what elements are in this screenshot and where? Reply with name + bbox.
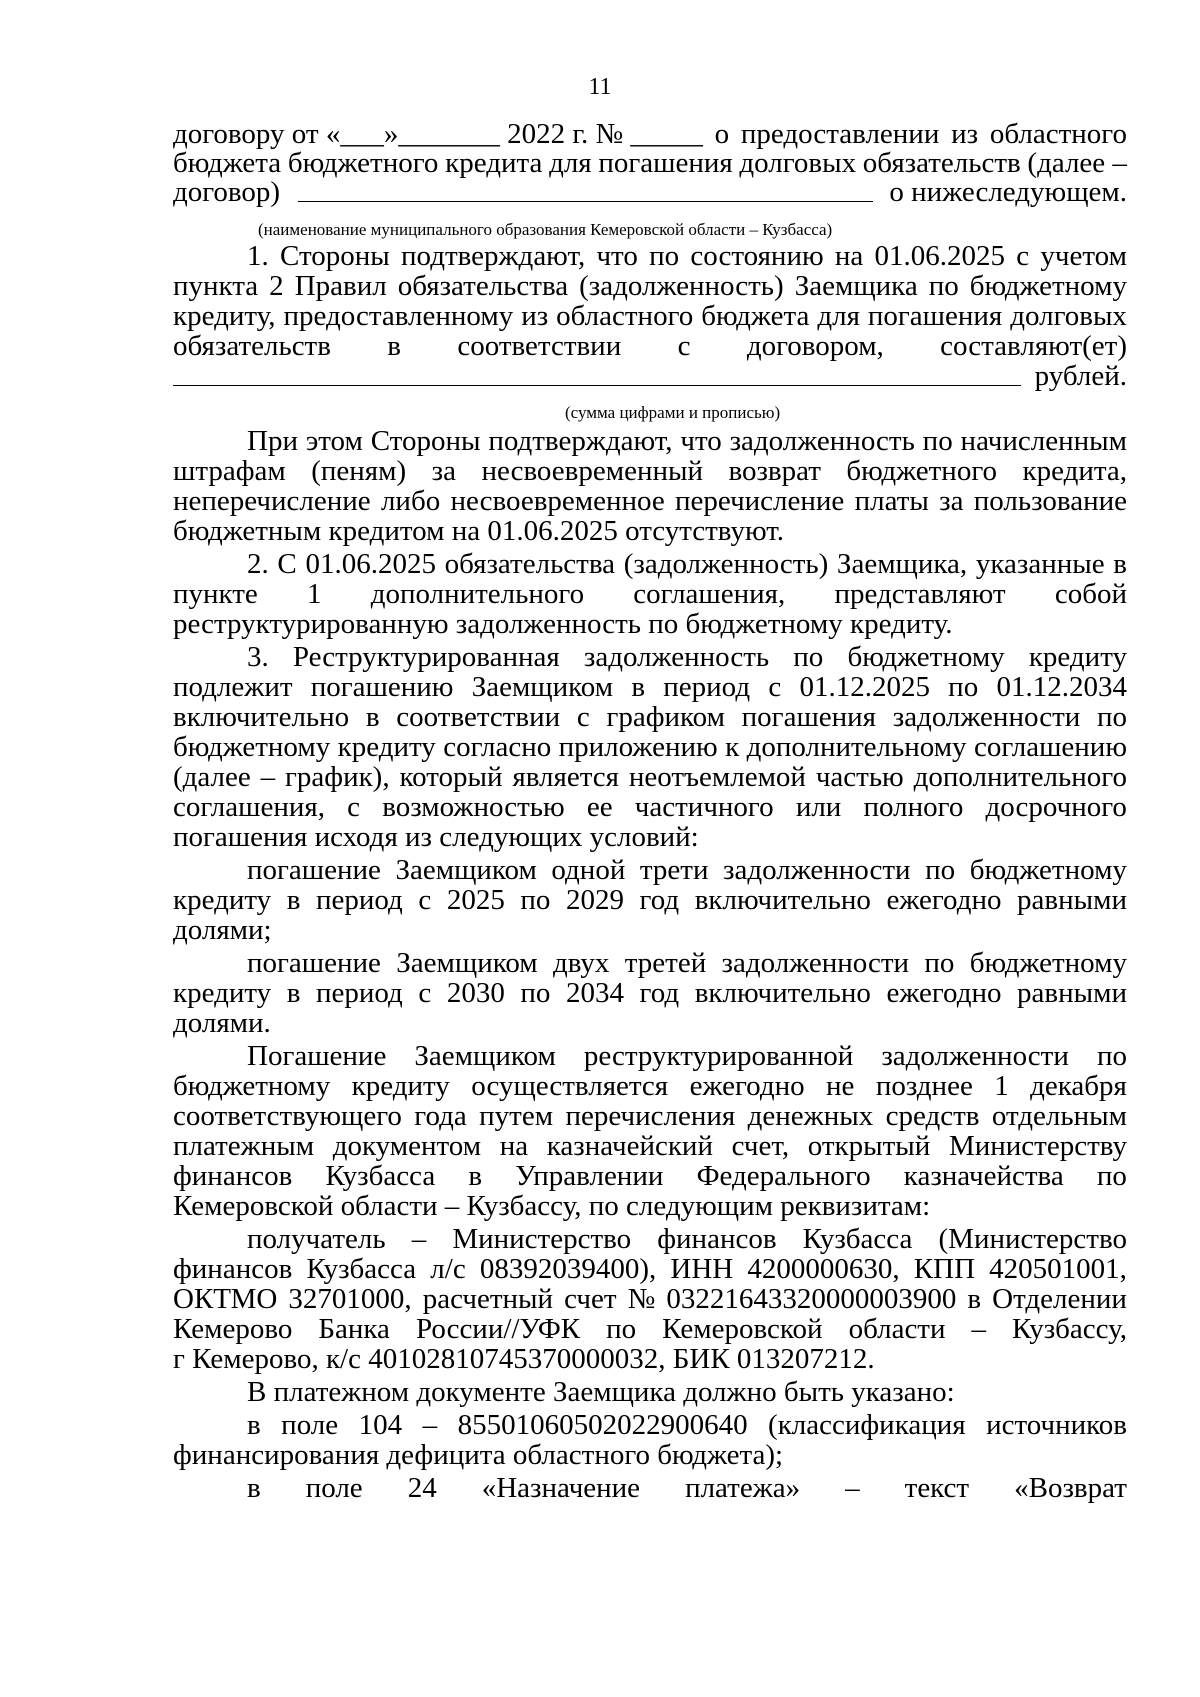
word: кредиту, xyxy=(173,300,276,332)
word: собой xyxy=(1054,578,1127,610)
word: осуществляется xyxy=(471,1070,669,1102)
word: для xyxy=(817,300,860,332)
word: Кузбасса xyxy=(325,1160,436,1192)
word: одной xyxy=(551,854,626,886)
paragraph-line: В платежном документе Заемщика должно быть указано: xyxy=(247,1376,955,1408)
word: соответствующего xyxy=(173,1100,402,1132)
word: 08392039400), xyxy=(479,1253,657,1285)
word: Заемщика xyxy=(794,270,918,302)
paragraph-line xyxy=(173,701,1127,733)
word: (классификация xyxy=(768,1409,966,1441)
word: 2029 xyxy=(565,884,624,916)
word: с xyxy=(418,884,432,916)
word: задолженность xyxy=(583,641,770,673)
word: 4200000630, xyxy=(747,1253,900,1285)
word: обязательств xyxy=(173,330,331,362)
word: подлежит xyxy=(173,671,293,703)
word: подтверждают, xyxy=(488,425,673,457)
word: Кузбасса xyxy=(306,1253,417,1285)
word: год xyxy=(639,977,680,1009)
word: средств xyxy=(885,1100,980,1132)
word: по xyxy=(1096,1160,1127,1192)
word: 1 xyxy=(994,1070,1009,1102)
word: Банка xyxy=(318,1313,390,1345)
word: 01.12.2025 xyxy=(799,671,930,703)
word: договору от «___»_______ 2022 г. № _____ xyxy=(173,118,703,150)
word: «Возврат xyxy=(1014,1472,1127,1504)
word: составляют(ет) xyxy=(940,330,1127,362)
fill-in-line xyxy=(173,385,1021,386)
paragraph-line xyxy=(173,731,1127,763)
word: погашение xyxy=(247,947,381,979)
word: 01.06.2025 xyxy=(305,548,436,580)
word: что xyxy=(596,240,638,272)
word: 2034 xyxy=(565,977,624,1009)
word: С xyxy=(277,548,297,580)
word: период xyxy=(315,884,403,916)
paragraph-line: финансирования дефицита областного бюджета); xyxy=(173,1439,784,1471)
word: неотъемлемой xyxy=(628,761,806,793)
word: пункте xyxy=(173,578,258,610)
word: состоянию xyxy=(690,240,824,272)
word: областного xyxy=(556,300,694,332)
word: 2030 xyxy=(446,977,505,1009)
word: финансов xyxy=(657,1223,777,1255)
word: соглашения, xyxy=(633,578,786,610)
word: по xyxy=(649,240,680,272)
word: с xyxy=(677,330,691,362)
word: в xyxy=(247,1472,261,1504)
word: – xyxy=(411,1223,427,1255)
word: задолженности xyxy=(723,854,911,886)
header-line xyxy=(173,176,1127,208)
word: соответствии xyxy=(396,701,561,733)
word: погашения xyxy=(598,147,733,179)
word: (далее – xyxy=(1027,147,1127,179)
word: пункта xyxy=(173,270,259,302)
word: 2025 xyxy=(446,884,505,916)
word: 1 xyxy=(307,578,322,610)
word: подтверждают, xyxy=(401,240,586,272)
word: согласно xyxy=(443,731,552,763)
word: 24 xyxy=(407,1472,437,1504)
word: Заемщиком xyxy=(396,947,538,979)
word: расчетный xyxy=(422,1283,554,1315)
caption: (наименование муниципального образования Кемеровской области – Кузбасса) xyxy=(258,220,833,239)
word: период xyxy=(663,671,751,703)
word: за xyxy=(431,455,456,487)
word: о xyxy=(714,118,730,150)
paragraph-line xyxy=(173,977,1127,1009)
paragraph-line xyxy=(173,1253,1127,1285)
paragraph-line xyxy=(173,641,1127,673)
word: предоставлении xyxy=(740,118,940,150)
word: в xyxy=(247,1409,261,1441)
word: кредита xyxy=(445,147,543,179)
word: указанные xyxy=(975,548,1105,580)
word: соглашению xyxy=(973,731,1127,763)
word: равными xyxy=(1017,884,1127,916)
word: договором, xyxy=(746,330,884,362)
word: документом xyxy=(332,1130,482,1162)
word: поле xyxy=(305,1472,363,1504)
word: по xyxy=(520,977,551,1009)
paragraph-line xyxy=(173,884,1127,916)
word: что xyxy=(680,425,722,457)
header-text: о нижеследующем. xyxy=(889,176,1127,208)
paragraph-text: рублей. xyxy=(1034,360,1127,392)
word: (далее xyxy=(173,761,251,793)
word: по xyxy=(948,671,979,703)
word: Стороны xyxy=(370,425,481,457)
word: бюджетному xyxy=(173,731,331,763)
word: При xyxy=(247,425,298,457)
word: задолженности xyxy=(881,1040,1069,1072)
word: Заемщиком xyxy=(414,1040,556,1072)
word: 420501001, xyxy=(989,1253,1127,1285)
word: кредиту xyxy=(351,1070,450,1102)
word: – xyxy=(422,1409,438,1441)
word: 104 xyxy=(358,1409,403,1441)
word: по xyxy=(922,425,953,457)
word: долговых xyxy=(739,147,857,179)
word: равными xyxy=(1017,977,1127,1009)
word: Федерального xyxy=(696,1160,871,1192)
word: этом xyxy=(305,425,363,457)
word: год xyxy=(639,884,680,916)
paragraph-line: реструктурированную задолженность по бюджетному кредиту. xyxy=(173,608,953,640)
paragraph-line: Кемеровской области – Кузбассу, по следующим реквизитам: xyxy=(173,1190,931,1222)
word: «Назначение xyxy=(481,1472,641,1504)
paragraph-line xyxy=(173,578,1127,610)
word: начисленным xyxy=(960,425,1127,457)
word: реструктурированной xyxy=(583,1040,854,1072)
word: трети xyxy=(639,854,709,886)
word: погашению xyxy=(310,671,454,703)
paragraph-line: погашения исходя из следующих условий: xyxy=(173,821,699,853)
word: с xyxy=(768,671,782,703)
word: ИНН xyxy=(670,1253,734,1285)
word: путем xyxy=(479,1100,554,1132)
paragraph-line xyxy=(173,548,1127,580)
word: л/с xyxy=(430,1253,466,1285)
word: перечисления xyxy=(565,1100,736,1132)
word: по xyxy=(928,270,959,302)
word: обязательства xyxy=(397,270,569,302)
paragraph-line: бюджетным кредитом на 01.06.2025 отсутствуют. xyxy=(173,515,785,547)
word: Реструктурированная xyxy=(292,641,560,673)
paragraph-line xyxy=(173,1070,1127,1102)
word: кредиту xyxy=(1028,641,1127,673)
fill-in-line xyxy=(298,201,873,202)
word: период xyxy=(315,977,403,1009)
word: включительно xyxy=(173,701,350,733)
word: (пеням) xyxy=(311,455,407,487)
word: несвоевременный xyxy=(481,455,703,487)
word: погашения xyxy=(867,300,1003,332)
caption: (сумма цифрами и прописью) xyxy=(565,403,781,422)
word: источников xyxy=(986,1409,1127,1441)
word: бюджетному xyxy=(847,641,1005,673)
word: 01.12.2034 xyxy=(996,671,1127,703)
word: платежным xyxy=(173,1130,315,1162)
word: с xyxy=(1016,240,1030,272)
word: включительно xyxy=(694,884,871,916)
word: с xyxy=(347,791,361,823)
word: бюджетному xyxy=(969,854,1127,886)
word: включительно xyxy=(694,977,871,1009)
word: является xyxy=(512,761,619,793)
word: Отделении xyxy=(992,1283,1127,1315)
word: дополнительного xyxy=(913,761,1127,793)
word: график), xyxy=(285,761,390,793)
word: 2 xyxy=(269,270,284,302)
paragraph-line xyxy=(173,1313,1127,1345)
word: Кузбасса xyxy=(802,1223,913,1255)
word: позднее xyxy=(875,1070,973,1102)
paragraph-line xyxy=(173,485,1127,517)
word: ее xyxy=(586,791,613,823)
word: погашения xyxy=(741,701,877,733)
word: по xyxy=(925,854,956,886)
word: пользование xyxy=(973,485,1127,517)
paragraph-line xyxy=(173,947,1127,979)
word: области xyxy=(848,1313,946,1345)
word: отдельным xyxy=(991,1100,1127,1132)
paragraph-line: долями; xyxy=(173,914,272,946)
word: России//УФК xyxy=(415,1313,581,1345)
word: в xyxy=(387,330,401,362)
word: Правил xyxy=(294,270,387,302)
paragraph-line xyxy=(173,1409,1127,1441)
word: по xyxy=(924,947,955,979)
word: кредиту xyxy=(337,731,436,763)
paragraph-line xyxy=(173,1160,1127,1192)
word: частичного xyxy=(634,791,774,823)
word: счет xyxy=(564,1283,617,1315)
paragraph-line: г Кемерово, к/с 40102810745370000032, БИК 013207212. xyxy=(173,1343,875,1375)
word: в xyxy=(468,1160,483,1192)
word: денежных xyxy=(747,1100,874,1132)
word: графиком xyxy=(606,701,725,733)
paragraph-line xyxy=(173,1223,1127,1255)
word: кредита, xyxy=(1022,455,1127,487)
word: для xyxy=(549,147,592,179)
word: (Министерство xyxy=(938,1223,1127,1255)
word: третей xyxy=(624,947,707,979)
word: № xyxy=(627,1283,656,1315)
word: – xyxy=(260,761,276,793)
word: 1. xyxy=(247,240,269,272)
word: бюджета xyxy=(701,300,810,332)
word: в xyxy=(967,1283,982,1315)
word: неперечисление xyxy=(173,485,371,517)
word: бюджетного xyxy=(846,455,997,487)
paragraph-line xyxy=(173,360,1127,392)
word: задолженность xyxy=(729,425,915,457)
word: бюджетному xyxy=(173,1070,331,1102)
word: по xyxy=(1096,1040,1127,1072)
word: приложению xyxy=(558,731,718,763)
paragraph-line xyxy=(173,791,1127,823)
word: двух xyxy=(552,947,610,979)
word: к xyxy=(725,731,740,763)
word: ежегодно xyxy=(689,1070,805,1102)
word: дополнительного xyxy=(370,578,585,610)
word: долговых xyxy=(1010,300,1127,332)
word: на xyxy=(499,1130,529,1162)
header-line xyxy=(173,118,1127,150)
word: финансов xyxy=(173,1253,293,1285)
paragraph-line xyxy=(173,671,1127,703)
word: Управлении xyxy=(515,1160,664,1192)
word: областного xyxy=(989,118,1127,150)
word: 32701000, xyxy=(288,1283,412,1315)
word: в xyxy=(1113,548,1127,580)
word: задолженности xyxy=(892,701,1081,733)
word: казначейский xyxy=(546,1130,713,1162)
word: Кемеровской xyxy=(662,1313,823,1345)
word: соглашения, xyxy=(173,791,325,823)
word: бюджетному xyxy=(969,947,1127,979)
word: года xyxy=(414,1100,467,1132)
word: КПП xyxy=(913,1253,976,1285)
paragraph-line xyxy=(173,1040,1127,1072)
word: бюджета xyxy=(173,147,282,179)
paragraph-line xyxy=(173,854,1127,886)
word: Заемщиком xyxy=(395,854,537,886)
word: перечисление xyxy=(675,485,845,517)
word: штрафам xyxy=(173,455,286,487)
paragraph-line xyxy=(173,240,1127,272)
word: соответствии xyxy=(457,330,622,362)
paragraph-line xyxy=(173,1130,1127,1162)
word: обязательства xyxy=(444,548,616,580)
word: получатель xyxy=(247,1223,386,1255)
word: платежа» xyxy=(685,1472,801,1504)
paragraph-line xyxy=(173,1100,1127,1132)
word: учетом xyxy=(1040,240,1127,272)
paragraph-line xyxy=(173,455,1127,487)
word: ежегодно xyxy=(886,884,1002,916)
word: возврат xyxy=(728,455,821,487)
word: 3. xyxy=(247,641,269,673)
word: платы xyxy=(854,485,929,517)
word: в xyxy=(631,671,646,703)
word: задолженности xyxy=(721,947,910,979)
word: погашение xyxy=(247,854,381,886)
word: который xyxy=(399,761,503,793)
word: Заемщика, xyxy=(836,548,968,580)
word: бюджетного xyxy=(287,147,439,179)
word: досрочного xyxy=(985,791,1127,823)
paragraph-line xyxy=(173,1283,1127,1315)
paragraph-line xyxy=(173,300,1127,332)
word: Министерство xyxy=(452,1223,632,1255)
word: кредиту xyxy=(173,977,272,1009)
word: возможностью xyxy=(382,791,565,823)
word: Кемерово xyxy=(173,1313,293,1345)
word: из xyxy=(951,118,979,150)
word: из xyxy=(521,300,549,332)
word: обязательств xyxy=(862,147,1021,179)
word: по xyxy=(793,641,824,673)
word: кредиту xyxy=(173,884,272,916)
word: предоставленному xyxy=(283,300,514,332)
word: 85501060502022900640 xyxy=(457,1409,748,1441)
word: по xyxy=(606,1313,637,1345)
word: с xyxy=(576,701,590,733)
word: Стороны xyxy=(280,240,390,272)
word: не xyxy=(826,1070,855,1102)
paragraph-line xyxy=(173,1472,1127,1504)
word: поле xyxy=(281,1409,339,1441)
word: Погашение xyxy=(247,1040,387,1072)
word: бюджетному xyxy=(969,270,1127,302)
word: ежегодно xyxy=(886,977,1002,1009)
paragraph-line xyxy=(173,425,1127,457)
header-text: договор) xyxy=(173,176,281,208)
word: декабря xyxy=(1030,1070,1127,1102)
word: (задолженность) xyxy=(623,548,829,580)
paragraph-line: долями. xyxy=(173,1007,271,1039)
word: по xyxy=(520,884,551,916)
word: представляют xyxy=(834,578,1006,610)
word: несвоевременное xyxy=(450,485,665,517)
word: Кузбассу, xyxy=(1012,1313,1127,1345)
word: открытый xyxy=(807,1130,931,1162)
word: в xyxy=(365,701,380,733)
word: 03221643320000003900 xyxy=(666,1283,957,1315)
word: в xyxy=(286,884,301,916)
word: на xyxy=(834,240,864,272)
word: финансов xyxy=(173,1160,293,1192)
word: (задолженность) xyxy=(579,270,784,302)
word: текст xyxy=(904,1472,970,1504)
word: 01.06.2025 xyxy=(874,240,1006,272)
word: с xyxy=(418,977,432,1009)
page-number: 11 xyxy=(588,74,612,100)
word: по xyxy=(1096,701,1127,733)
word: дополнительному xyxy=(746,731,967,763)
word: казначейства xyxy=(903,1160,1064,1192)
word: в xyxy=(286,977,301,1009)
header-line xyxy=(173,147,1127,179)
word: ОКТМО xyxy=(173,1283,278,1315)
word: счет, xyxy=(731,1130,790,1162)
paragraph-line xyxy=(173,270,1127,302)
word: или xyxy=(795,791,842,823)
paragraph-line xyxy=(173,761,1127,793)
word: за xyxy=(939,485,964,517)
word: полного xyxy=(863,791,964,823)
word: – xyxy=(971,1313,987,1345)
word: 2. xyxy=(247,548,269,580)
word: – xyxy=(845,1472,860,1504)
word: либо xyxy=(380,485,441,517)
paragraph-line xyxy=(173,330,1127,362)
word: частью xyxy=(815,761,904,793)
word: Министерству xyxy=(948,1130,1127,1162)
word: Заемщиком xyxy=(471,671,614,703)
